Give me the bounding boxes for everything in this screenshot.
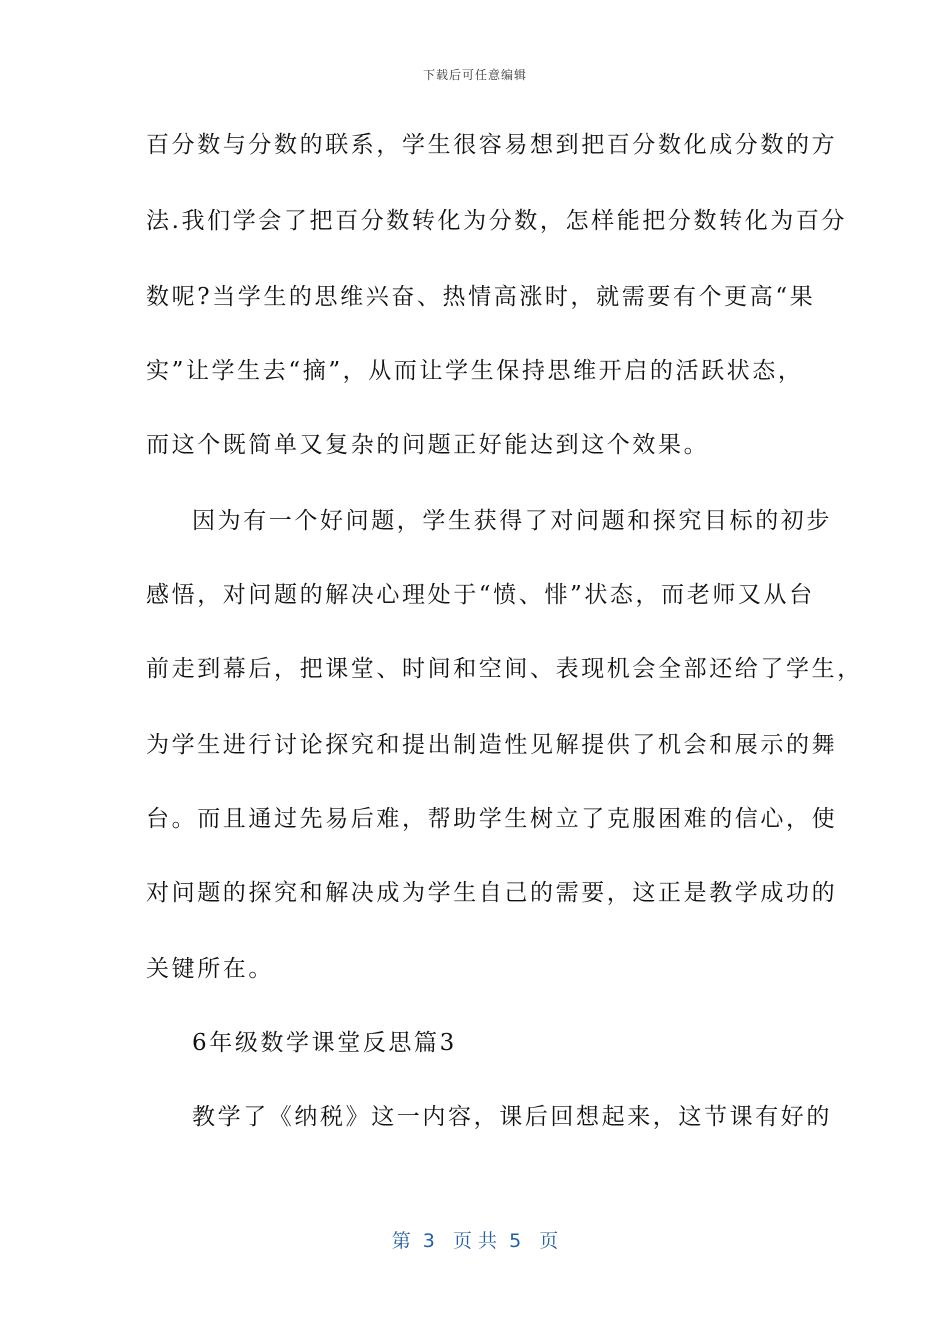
page-number-footer: 第 3 页 共 5 页 [391, 1230, 559, 1252]
page-header: 下载后可任意编辑 [422, 68, 527, 82]
paragraph-line: 百分数与分数的联系，学生很容易想到把百分数化成分数的方 [146, 132, 838, 158]
paragraph-line: 因为有一个好问题，学生获得了对问题和探究目标的初步 [192, 508, 832, 534]
paragraph-line: 而这个既简单又复杂的问题正好能达到这个效果。 [146, 432, 710, 458]
paragraph-line: 对问题的探究和解决成为学生自己的需要，这正是教学成功的 [146, 880, 838, 906]
paragraph-line: 台。而且通过先易后难，帮助学生树立了克服困难的信心，使 [146, 806, 838, 832]
section-heading: 6年级数学课堂反思篇3 [192, 1030, 457, 1056]
paragraph-line: 法.我们学会了把百分数转化为分数，怎样能把分数转化为百分 [146, 208, 848, 234]
paragraph-line: 前走到幕后，把课堂、时间和空间、表现机会全部还给了学生， [146, 656, 863, 682]
paragraph-line: 数呢?当学生的思维兴奋、热情高涨时，就需要有个更高“果 [146, 284, 816, 310]
paragraph-line: 感悟，对问题的解决心理处于“愤、悱”状态，而老师又从台 [146, 582, 815, 608]
paragraph-line: 为学生进行讨论探究和提出制造性见解提供了机会和展示的舞 [146, 732, 838, 758]
paragraph-line: 关键所在。 [146, 956, 274, 982]
paragraph-line: 教学了《纳税》这一内容，课后回想起来，这节课有好的 [192, 1104, 832, 1130]
paragraph-line: 实”让学生去“摘”，从而让学生保持思维开启的活跃状态， [146, 358, 804, 384]
